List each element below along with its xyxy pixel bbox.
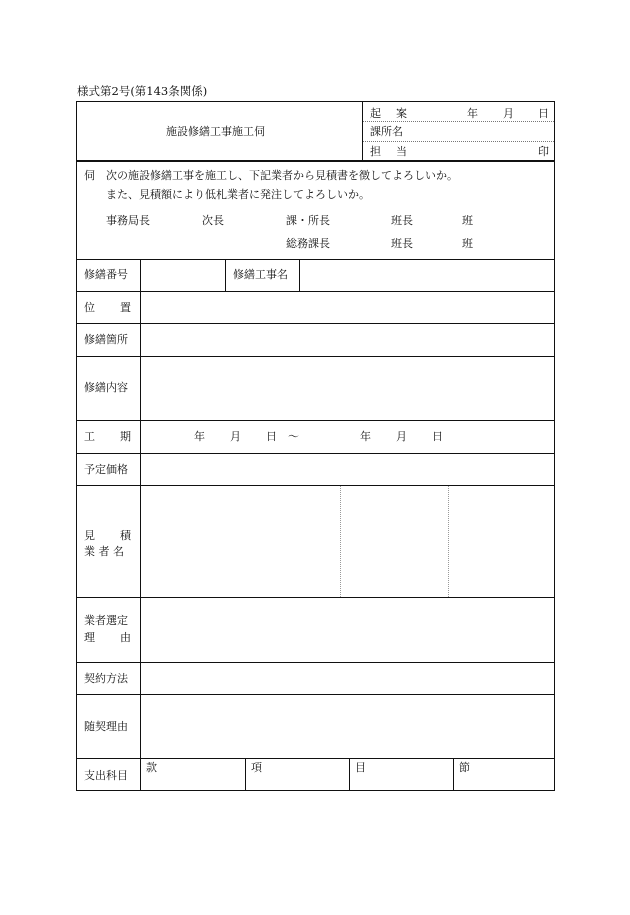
approver-team-leader: 班長 [391,214,413,227]
kian-label-2: 案 [396,107,407,120]
approver-team-leader-2: 班長 [391,237,413,250]
estimate-label-1: 見 [84,529,95,542]
period-start-month: 月 [230,430,241,443]
contract-method-label: 契約方法 [84,672,128,685]
repair-number-label: 修繕番号 [84,268,128,281]
header-dotted-line-2 [363,141,554,142]
kasho-label: 課所名 [370,125,403,138]
repair-row-divider-2 [299,259,300,291]
tanto-label-1: 担 [370,145,381,158]
rule-291 [76,291,555,292]
rule-597 [76,597,555,598]
approver-team: 班 [462,214,473,227]
location-label-1: 位 [84,301,95,314]
approver-section-chief: 課・所長 [286,214,330,227]
approver-deputy: 次長 [202,214,224,227]
rule-694 [76,694,555,695]
expense-kan-label: 款 [146,761,157,774]
period-start-year: 年 [194,430,205,443]
expense-setsu-label: 節 [459,761,470,774]
location-label-2: 置 [120,301,131,314]
planned-price-label: 予定価格 [84,463,128,476]
approver-director: 事務局長 [106,214,150,227]
kian-month: 月 [503,107,514,120]
selection-reason-label-1: 業者選定 [84,614,128,627]
approver-general-affairs: 総務課長 [286,237,330,250]
vendor-name-label: 業 者 名 [84,545,124,558]
period-label-2: 期 [120,430,131,443]
rule-662 [76,662,555,663]
approver-team-2: 班 [462,237,473,250]
expense-moku-label: 目 [355,761,366,774]
seal-mark: 印 [538,145,549,158]
rule-356 [76,356,555,357]
rule-420 [76,420,555,421]
private-contract-reason-label: 随契理由 [84,720,128,733]
period-end-year: 年 [360,430,371,443]
period-end-day: 日 [432,430,443,443]
expense-kou-label: 項 [251,761,262,774]
label-column-divider [140,259,141,791]
kian-year: 年 [467,107,478,120]
expense-divider-2 [349,758,350,791]
kian-label-1: 起 [370,107,381,120]
request-mark: 伺 [84,169,95,182]
period-start-day: 日 [266,430,277,443]
selection-reason-label-2a: 理 [84,631,95,644]
period-end-month: 月 [396,430,407,443]
expense-divider-3 [453,758,454,791]
expense-label: 支出科目 [84,769,128,782]
form-title: 施設修繕工事施工伺 [166,125,265,138]
header-bottom-rule [76,160,555,162]
rule-259 [76,259,555,260]
form-number: 様式第2号(第143条関係) [77,84,208,98]
repair-name-label: 修繕工事名 [233,268,288,281]
selection-reason-label-2b: 由 [120,631,131,644]
request-line-1: 次の施設修繕工事を施工し、下記業者から見積書を徴してよろしいか。 [106,169,458,182]
form-frame [76,101,555,791]
expense-divider-1 [245,758,246,791]
header-divider [362,101,363,161]
period-label-1: 工 [84,430,95,443]
repair-row-divider-1 [225,259,226,291]
vendor-dotted-divider-2 [448,486,449,597]
rule-453 [76,453,555,454]
repair-content-label: 修繕内容 [84,381,128,394]
estimate-label-2: 積 [120,529,131,542]
header-dotted-line-1 [363,121,554,122]
vendor-dotted-divider-1 [340,486,341,597]
rule-758 [76,758,555,759]
tanto-label-2: 当 [396,145,407,158]
period-tilde: 〜 [288,430,299,443]
request-line-2: また、見積額により低札業者に発注してよろしいか。 [106,188,370,201]
repair-place-label: 修繕箇所 [84,333,128,346]
rule-323 [76,323,555,324]
rule-485 [76,485,555,486]
kian-day: 日 [538,107,549,120]
